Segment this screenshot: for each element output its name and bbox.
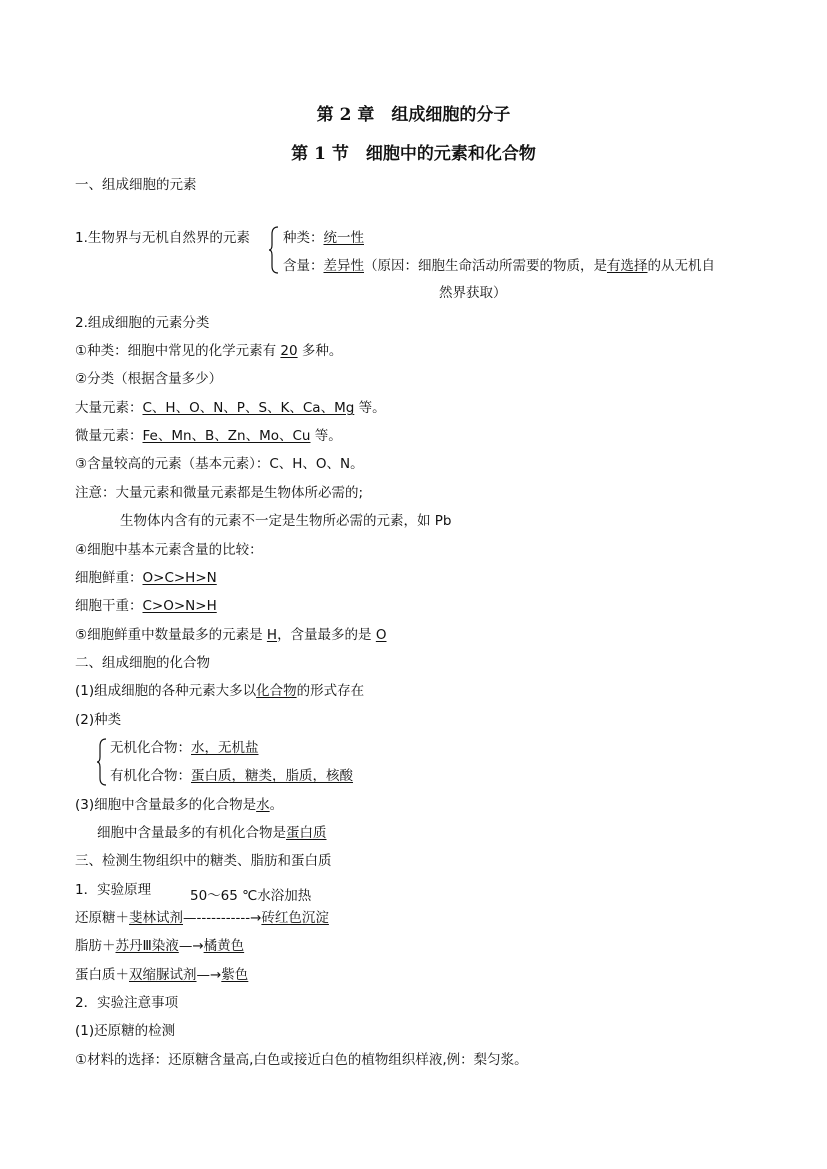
most-number-element: H (266, 627, 278, 643)
fat-text: 脂肪＋ (75, 938, 116, 954)
content-label: 含量： (283, 258, 324, 274)
element-comparison-label: 1.生物界与无机自然界的元素 (75, 230, 250, 246)
inorganic-value: 水，无机盐 (191, 740, 259, 756)
reaction-condition: 50～65 ℃水浴加热 (190, 888, 312, 904)
macro-value: C、H、O、N、P、S、K、Ca、Mg (142, 400, 355, 416)
protein-arrow: —→ (196, 967, 222, 983)
most-element-text: ⑤细胞鲜重中数量最多的元素是 (75, 627, 267, 643)
sugar-result: 砖红色沉淀 (261, 910, 329, 926)
protein-text: 蛋白质＋ (75, 967, 129, 983)
element-content-line (283, 257, 715, 275)
sugar-reagent: 斐林试剂 (129, 910, 183, 926)
most-compound-tail: 。 (269, 797, 284, 813)
notes-heading: 2．实验注意事项 (75, 995, 179, 1011)
dry-value: C>O>N>H (142, 598, 217, 614)
principle-heading: 1．实验原理 (75, 882, 152, 898)
fresh-value: O>C>H>N (142, 570, 217, 586)
inorganic-line (110, 739, 259, 757)
organic-line (110, 767, 353, 785)
left-brace-icon (96, 738, 108, 786)
chapter-title: 第 2 章 组成细胞的分子 (316, 105, 511, 125)
section-heading-compounds: 二、组成细胞的化合物 (75, 655, 210, 671)
most-compound-text: (3)细胞中含量最多的化合物是 (75, 797, 257, 813)
fat-arrow: —→ (178, 938, 204, 954)
most-compound-value: 水 (256, 797, 270, 813)
fresh-weight-line (75, 569, 217, 587)
material-line: ①材料的选择：还原糖含量高,白色或接近白色的植物组织样液,例：梨匀浆。 (75, 1052, 528, 1068)
note-line-1: 注意：大量元素和微量元素都是生物体所必需的; (75, 485, 364, 501)
detect-heading: (1)还原糖的检测 (75, 1023, 176, 1039)
most-element-line (75, 626, 387, 644)
most-content-element: O (375, 627, 387, 643)
compound-form-text: (1)组成细胞的各种元素大多以 (75, 683, 257, 699)
sugar-text: 还原糖＋ (75, 910, 129, 926)
reason-continued: 然界获取） (439, 285, 507, 301)
micro-value: Fe、Mn、B、Zn、Mo、Cu (142, 428, 311, 444)
content-value: 差异性 (323, 258, 364, 274)
fat-reagent: 苏丹Ⅲ染液 (115, 938, 179, 954)
protein-reagent: 双缩脲试剂 (129, 967, 197, 983)
micro-elements-line (75, 427, 342, 445)
section-heading-detection: 三、检测生物组织中的糖类、脂肪和蛋白质 (75, 853, 332, 869)
protein-result: 紫色 (221, 967, 249, 983)
dry-label: 细胞干重： (75, 598, 143, 614)
kind-label: 种类： (283, 230, 324, 246)
organic-value: 蛋白质，糖类，脂质，核酸 (191, 768, 353, 784)
fresh-label: 细胞鲜重： (75, 570, 143, 586)
protein-reaction-line (75, 966, 248, 984)
fat-reaction-line (75, 937, 244, 955)
organic-label: 有机化合物： (110, 768, 191, 784)
most-compound-line (75, 796, 283, 814)
element-kind-line (283, 229, 364, 247)
section-title: 第 1 节 细胞中的元素和化合物 (291, 144, 536, 164)
basic-elements-line: ③含量较高的元素（基本元素）：C、H、O、N。 (75, 456, 364, 472)
kind-value: 统一性 (323, 230, 364, 246)
classification-heading: 2.组成细胞的元素分类 (75, 315, 210, 331)
sugar-reaction-line (75, 909, 329, 927)
most-element-mid: ，含量最多的是 (277, 627, 376, 643)
most-organic-value: 蛋白质 (286, 825, 327, 841)
sugar-arrow: —-----------→ (183, 910, 262, 926)
most-organic-line (97, 824, 327, 842)
kind-count-tail: 多种。 (297, 343, 343, 359)
compare-heading: ④细胞中基本元素含量的比较： (75, 542, 263, 558)
most-organic-text: 细胞中含量最多的有机化合物是 (97, 825, 286, 841)
reason-text-b: 的从无机自 (647, 258, 715, 274)
macro-tail: 等。 (354, 400, 386, 416)
compound-form-value: 化合物 (256, 683, 297, 699)
reason-select: 有选择 (607, 258, 648, 274)
micro-tail: 等。 (310, 428, 342, 444)
section-heading-elements: 一、组成细胞的元素 (75, 177, 197, 193)
kind-count-text: ①种类：细胞中常见的化学元素有 (75, 343, 281, 359)
kind-count-line (75, 342, 342, 360)
reason-text-a: （原因：细胞生命活动所需要的物质，是 (364, 258, 607, 274)
left-brace-icon (268, 226, 280, 274)
dry-weight-line (75, 597, 217, 615)
macro-label: 大量元素： (75, 400, 143, 416)
inorganic-label: 无机化合物： (110, 740, 191, 756)
micro-label: 微量元素： (75, 428, 143, 444)
classify-line: ②分类（根据含量多少） (75, 371, 223, 387)
compound-form-line (75, 682, 364, 700)
fat-result: 橘黄色 (203, 938, 245, 954)
note-line-2: 生物体内含有的元素不一定是生物所必需的元素，如 Pb (120, 513, 452, 529)
kind-count-number: 20 (280, 343, 298, 359)
compound-kinds-heading: (2)种类 (75, 712, 122, 728)
macro-elements-line (75, 399, 386, 417)
compound-form-tail: 的形式存在 (296, 683, 365, 699)
